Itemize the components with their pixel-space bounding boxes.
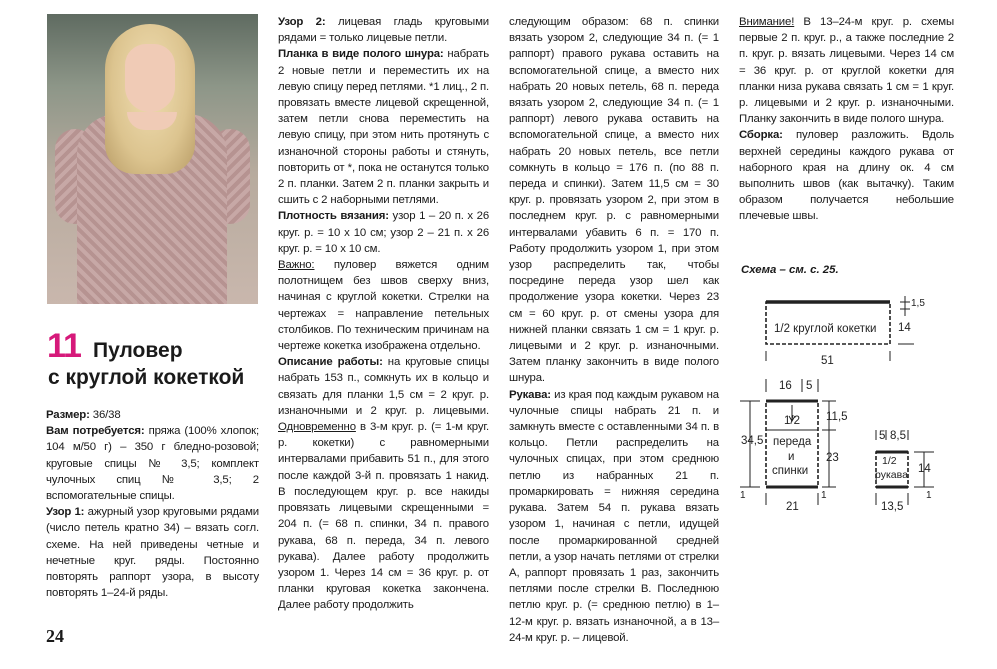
paragraph-heading: Описание работы: bbox=[278, 356, 383, 369]
sleeve-dim-right-bottom: 1 bbox=[926, 490, 932, 501]
paragraph-text: из края под каждым рукавом на чулочные спицы набрать 21 п. и замкнуть вместе с оставленными 34 п. в кольцо. Петли распределить на чулочных спицах, при этом среднюю петлю из набранных 21 п. промаркировать = нижняя середина рукава. Затем 54 п. рукава вязать узором 1, начиная с петли, идущей после промаркированной средней петли, а узор начать петлями от стрелки А, раппорт провязать 1 раз, закончить петлями после стрелки В. Последнюю петлю круг. р. (= среднюю петлю) в 1–12-м круг. р. вязать изнаночной, а в 13–24-м круг. р. – лицевой. bbox=[509, 388, 719, 644]
yoke-dim-bottom: 51 bbox=[821, 355, 834, 367]
page-number: 24 bbox=[46, 626, 64, 646]
pattern-number: 11 bbox=[47, 327, 81, 365]
body-label-half: 1/2 bbox=[784, 415, 800, 427]
paragraph bbox=[278, 46, 489, 208]
body-label-2: и bbox=[788, 451, 795, 463]
paragraph-heading: Узор 2: bbox=[278, 16, 326, 28]
yoke-label: 1/2 круглой кокетки bbox=[774, 323, 877, 335]
paragraph bbox=[278, 257, 489, 354]
paragraph-text: пуловер разложить. Вдоль верхней середины каждого рукава от наборного края на длину ок. 4 см выполнить швов (как вытачку). Таким образом получается небольшие плечевые швы. bbox=[739, 129, 954, 223]
paragraph bbox=[739, 127, 954, 224]
paragraph-text: пуловер вяжется одним полотнищем без швов сверху вниз, начиная с круглой кокетки. Стрелки на чертежах = направление петельных столбиков. По техническим причинам на чертеже кокетка изображена отдельно. bbox=[278, 259, 489, 353]
paragraph bbox=[46, 407, 259, 423]
paragraph-heading: Узор 1: bbox=[46, 506, 85, 519]
paragraph-text: в 3-м круг. р. (= 1-м круг. р. кокетки) с равномерными интервалами прибавить 51 п., для этого после каждой 3-й п. провязать 1 накид. В последующем круг. р. все накиды провязать лицевыми скрещенными = 204 п. (= 68 п. спинки, 34 п. правого рукава, 68 п. переда, 34 п. левого рукава). Далее работу продолжить узором 1. Через 14 см = 36 круг. р. от планки круговая кокетка закончена. Далее работу продолжить bbox=[278, 421, 489, 612]
sleeve-dim-top-b: 8,5 bbox=[890, 430, 906, 442]
sleeve-label: рукава bbox=[875, 469, 908, 481]
column-4 bbox=[739, 14, 954, 225]
body-dim-top-b: 5 bbox=[806, 380, 813, 392]
pattern-title-line2: с круглой кокеткой bbox=[48, 366, 245, 389]
sleeve-label-half: 1/2 bbox=[882, 455, 897, 467]
paragraph bbox=[46, 423, 259, 504]
yoke-dim-right: 14 bbox=[898, 322, 911, 334]
body-dim-bottom: 21 bbox=[786, 501, 799, 513]
body-dim-right-top: 11,5 bbox=[826, 411, 848, 423]
sleeve-dim-bottom: 13,5 bbox=[881, 501, 904, 513]
paragraph bbox=[509, 387, 719, 646]
paragraph-text: пряжа (100% хлопок; 104 м/50 г) – 350 г бледно-розовой; круговые спицы № 3,5; комплект чулочных спиц № 3,5; 2 вспомогательные спицы. bbox=[46, 425, 260, 503]
paragraph bbox=[278, 354, 489, 613]
paragraph bbox=[278, 208, 489, 257]
body-dim-right-bottom: 1 bbox=[821, 490, 827, 501]
body-dim-top-a: 16 bbox=[779, 380, 792, 392]
paragraph-heading: Плотность вязания: bbox=[278, 210, 389, 223]
paragraph bbox=[739, 14, 954, 127]
paragraph-text: узор 1 – 20 п. х 26 круг. р. = 10 х 10 см; узор 2 – 21 п. х 26 круг. р. = 10 х 10 см. bbox=[278, 210, 489, 255]
paragraph bbox=[46, 504, 259, 601]
paragraph bbox=[278, 14, 489, 46]
sleeve-dim-top-a: 5 bbox=[879, 430, 886, 442]
paragraph-text: лицевая гладь круговыми рядами = только лицевые петли. bbox=[278, 16, 489, 45]
paragraph-text: следующим образом: 68 п. спинки вязать узором 2, следующие 34 п. (= 1 раппорт) правого рукава оставить на вспомогательной спице, а вместо них набрать 20 новых петель, 68 п. переда вязать узором 2, следующие 34 п. (= 1 раппорт) левого рукава оставить на вспомогательной спице, а вместо них набрать 20 новых петель, все петли сомкнуть в кольцо = 176 п. (по 88 п. переда и спинки). Затем 11,5 см = 30 круг. р. провязать узором 2, при этом в последнем круг. р. с равномерными интервалами убавить 6 п. = 170 п. Работу продолжить узором 1, при этом узор распределить так, чтобы посредине переда узор шел как продолжение узора кокетки. Через 23 см = 60 круг. р. от смены узора для нижней планки связать 1 см = 1 круг. р. лицевыми и 2 круг. р. изнаночными. Затем планку закончить в виде полого шнура. bbox=[509, 16, 719, 385]
schema-reference: Схема – см. с. 25. bbox=[741, 264, 839, 276]
body-dim-left: 34,5 bbox=[741, 435, 764, 447]
paragraph-heading: Важно: bbox=[278, 259, 315, 272]
paragraph-heading: Сборка: bbox=[739, 129, 783, 142]
paragraph-text: на круговые спицы набрать 153 п., сомкнуть их в кольцо и связать для планки 1,5 см = 2 круг. р. изнаночными и 2 круг. р. лицевыми. bbox=[278, 356, 489, 417]
body-dim-left-bottom: 1 bbox=[740, 490, 746, 501]
paragraph-heading: Внимание! bbox=[739, 16, 795, 28]
paragraph-heading: Планка в виде полого шнура: bbox=[278, 48, 444, 61]
column-2 bbox=[278, 14, 489, 614]
body-shape bbox=[766, 401, 818, 487]
paragraph bbox=[509, 14, 719, 387]
sleeve-shape bbox=[876, 452, 908, 487]
column-3 bbox=[509, 14, 719, 646]
column-1 bbox=[46, 407, 259, 601]
photo-face bbox=[125, 44, 175, 112]
yoke-shape bbox=[766, 302, 890, 344]
paragraph-text: ажурный узор круговыми рядами (число петель кратно 34) – вязать согл. схеме. На ней приведены четные и нечетные круг. ряды. Постоянно повторять раппорт узора, в высоту повторять 1–24-й ряды. bbox=[46, 506, 259, 600]
pattern-title-line1: Пуловер bbox=[93, 339, 183, 362]
yoke-dim-top: 1,5 bbox=[911, 298, 925, 309]
paragraph-text: набрать 2 новые петли и переместить их на левую спицу перед петлями. *1 лиц., 2 п. провязать вместе лицевой скрещенной, затем петли снова переместить на левую спицу, при этом нить протянуть с изнаночной стороны работы и стянуть, повторить от *, пока не останутся только 2 п. планки. Затем 2 п. планки закрыть и сшить с 2 наборными петлями. bbox=[278, 48, 489, 207]
paragraph-text: В 13–24-м круг. р. схемы первые 2 п. круг. р., а также последние 2 п. круг. р. вязать лицевыми. Через 14 см = 36 круг. р. от круглой кокетки для планки низа рукава связать 1 см = 1 круг. р. лицевыми и 2 круг. р. изнаночными. Планку закончить в виде полого шнура. bbox=[739, 16, 954, 126]
paragraph-text: 36/38 bbox=[89, 409, 121, 421]
model-photo bbox=[47, 14, 258, 304]
body-label-3: спинки bbox=[772, 465, 809, 477]
paragraph-heading: Размер: bbox=[46, 409, 90, 421]
paragraph-heading: Рукава: bbox=[509, 388, 551, 401]
body-dim-right-mid: 23 bbox=[826, 452, 839, 464]
paragraph-heading: Вам потребуется: bbox=[46, 425, 145, 438]
body-label-1: переда bbox=[773, 436, 812, 448]
paragraph-text: Одновременно bbox=[278, 421, 356, 434]
sleeve-dim-right: 14 bbox=[918, 463, 931, 475]
